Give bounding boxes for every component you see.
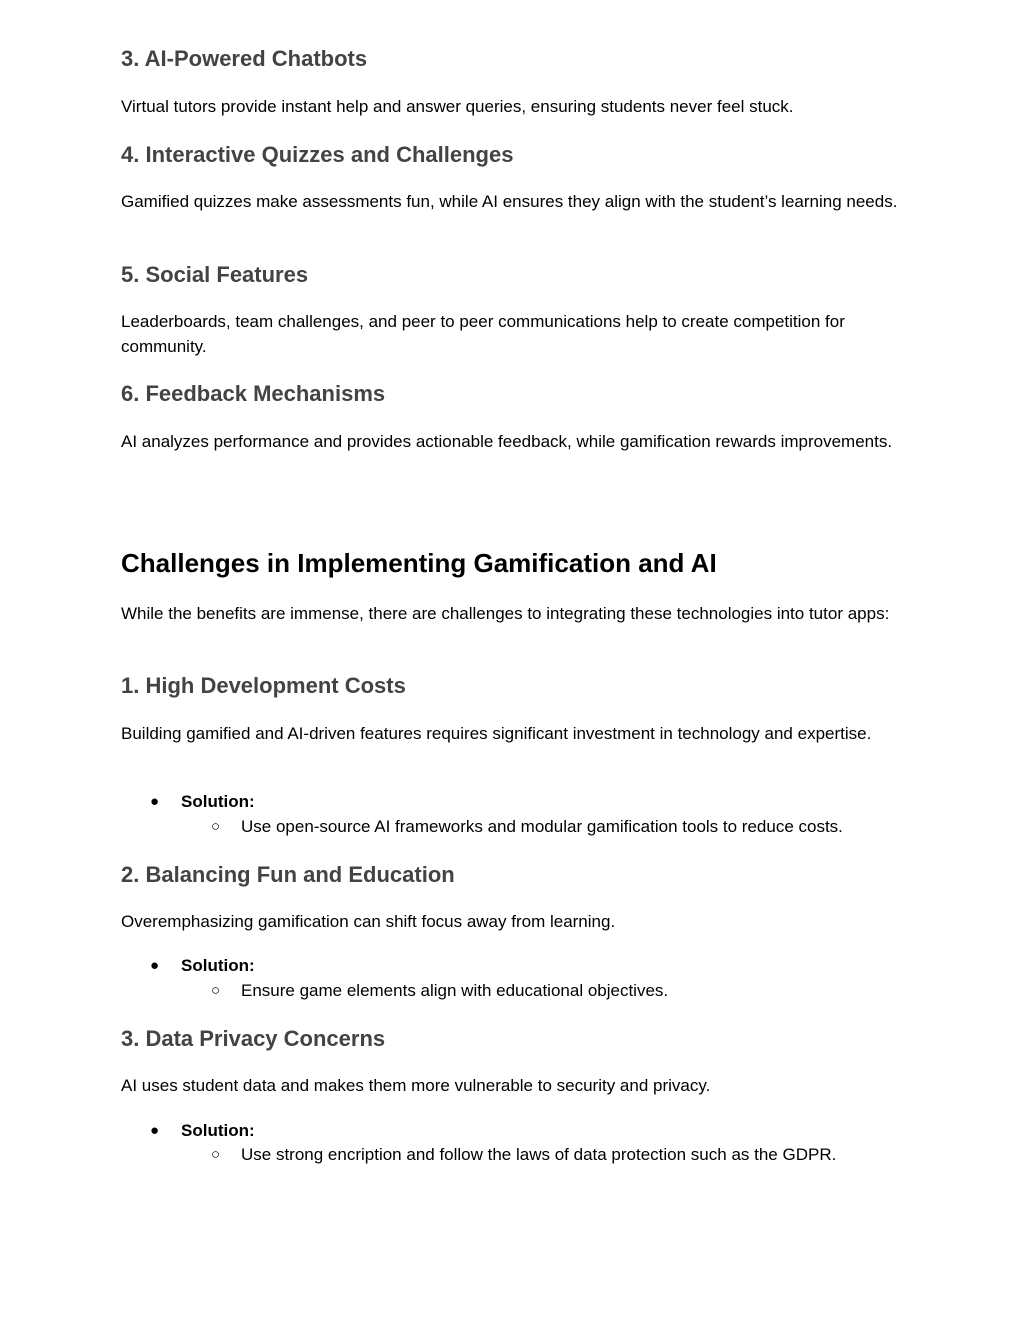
challenges-title: Challenges in Implementing Gamification and AI (121, 548, 717, 578)
hollow-bullet-icon: ○ (211, 818, 221, 835)
hollow-bullet-icon: ○ (211, 1146, 221, 1163)
section-heading-feedback: 6. Feedback Mechanisms (121, 381, 386, 406)
solution-sub-item (0, 1143, 1024, 1167)
solution-text: Ensure game elements align with educational objectives. (241, 981, 669, 1000)
solution-label: Solution: (181, 792, 255, 811)
solution-sub-item (0, 979, 1024, 1003)
solution-list-item (0, 790, 1024, 814)
section-body-quizzes: Gamified quizzes make assessments fun, while AI ensures they align with the student’s learning needs. (121, 192, 898, 211)
challenge-body-costs: Building gamified and AI-driven features requires significant investment in technology and expertise. (121, 724, 872, 743)
section-heading-social: 5. Social Features (121, 262, 309, 287)
section-body-ai-chatbots: Virtual tutors provide instant help and answer queries, ensuring students never feel stuck. (121, 97, 794, 116)
section-body-feedback: AI analyzes performance and provides actionable feedback, while gamification rewards improvements. (121, 432, 893, 451)
challenge-heading-costs: 1. High Development Costs (121, 673, 406, 698)
challenge-heading-balance: 2. Balancing Fun and Education (121, 862, 455, 887)
bullet-icon: ● (150, 793, 160, 810)
challenge-body-balance: Overemphasizing gamification can shift focus away from learning. (121, 912, 616, 931)
solution-label: Solution: (181, 956, 255, 975)
solution-sub-item (0, 815, 1024, 839)
hollow-bullet-icon: ○ (211, 982, 221, 999)
section-heading-ai-chatbots: 3. AI-Powered Chatbots (121, 46, 368, 71)
solution-label: Solution: (181, 1121, 255, 1140)
section-heading-quizzes: 4. Interactive Quizzes and Challenges (121, 142, 514, 167)
solution-text: Use strong encription and follow the laws of data protection such as the GDPR. (241, 1145, 837, 1164)
section-body-social: Leaderboards, team challenges, and peer to peer communications help to create competition for community. (121, 312, 845, 356)
solution-list-item (0, 1119, 1024, 1143)
solution-list-item (0, 954, 1024, 978)
bullet-icon: ● (150, 1122, 160, 1139)
challenge-body-privacy: AI uses student data and makes them more vulnerable to security and privacy. (121, 1076, 711, 1095)
solution-text: Use open-source AI frameworks and modular gamification tools to reduce costs. (241, 817, 843, 836)
challenge-heading-privacy: 3. Data Privacy Concerns (121, 1026, 386, 1051)
bullet-icon: ● (150, 957, 160, 974)
challenges-intro: While the benefits are immense, there are challenges to integrating these technologies into tutor apps: (121, 604, 890, 623)
